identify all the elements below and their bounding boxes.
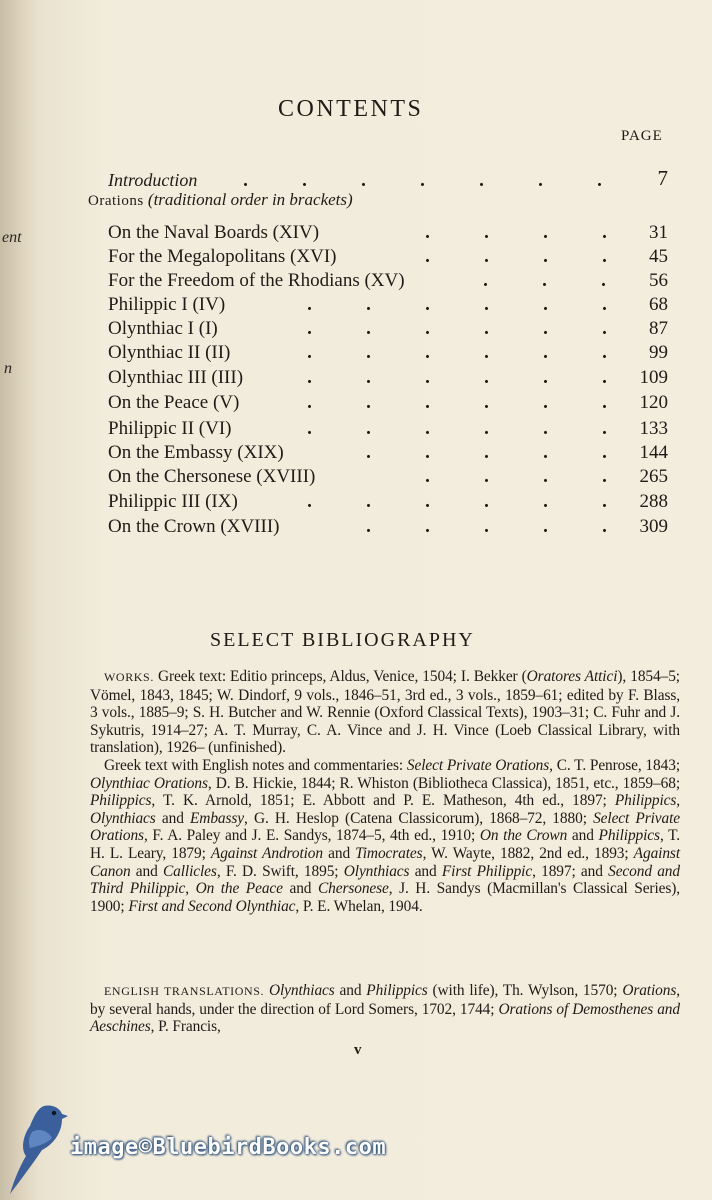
bibliography-translations	[90, 982, 680, 1036]
leader-dots: . . .	[483, 270, 606, 291]
toc-entry-title: On the Crown (XVIII)	[108, 516, 280, 537]
bibliography-paragraph: ENGLISH TRANSLATIONS. Olynthiacs and Philippics (with life), Th. Wylson, 1570; Orations, by several hands, under the direction of Lord Somers, 1702, 1744; Orations of Demosthenes and Aeschines, P. Francis,	[90, 982, 680, 1036]
leader-dots: . . . .	[425, 466, 607, 487]
toc-entry	[108, 392, 672, 417]
toc-entry	[108, 222, 672, 247]
bibliography-paragraph: WORKS. Greek text: Editio princeps, Aldus, Venice, 1504; I. Bekker (Oratores Attici), 1854–5; Vömel, 1843, 1845; W. Dindorf, 9 vols., 1846–51, 3rd ed., 3 vols., 1859–61; edited by F. Blass, 3 vols., 1885–9; S. H. Butcher and W. Rennie (Oxford Classical Texts), 1903–31; C. Fuhr and J. Sykutris, 1914–27; A. T. Murray, C. A. Vince and J. H. Vince (Loeb Classical Library, with translation), 1926– (unfinished).	[90, 668, 680, 757]
toc-entry	[108, 342, 672, 367]
toc-entry-title: Olynthiac I (I)	[108, 318, 218, 339]
toc-entry-page: 309	[639, 516, 668, 537]
leader-dots: . . . . . .	[307, 392, 607, 413]
toc-entry-page: 144	[639, 442, 668, 463]
bluebird-logo-icon	[4, 1098, 70, 1198]
toc-entry	[108, 294, 672, 319]
toc-entry-title: On the Chersonese (XVIII)	[108, 466, 316, 487]
page-number: v	[354, 1042, 362, 1058]
toc-entry-page: 56	[649, 270, 668, 291]
orations-heading	[88, 190, 353, 210]
leader-dots: . . . . .	[366, 442, 607, 463]
bibliography-works	[90, 668, 680, 915]
gutter-fragment: ent	[2, 229, 22, 246]
works-label: WORKS.	[104, 670, 154, 684]
book-page	[38, 0, 712, 1200]
book-gutter	[0, 0, 38, 1200]
toc-entry-title: Philippic III (IX)	[108, 491, 238, 512]
toc-entry-title: Philippic I (IV)	[108, 294, 226, 315]
toc-entry	[108, 246, 672, 271]
toc-entry-title: Olynthiac III (III)	[108, 367, 244, 388]
leader-dots: . . . . .	[366, 516, 607, 537]
toc-entry	[108, 491, 672, 516]
toc-entry-page: 87	[649, 318, 668, 339]
leader-dots: . . . . . .	[307, 367, 607, 388]
leader-dots: . . . . . .	[307, 491, 607, 512]
toc-entry-page: 68	[649, 294, 668, 315]
toc-entry-page: 45	[649, 246, 668, 267]
toc-entry	[108, 367, 672, 392]
toc-entry	[108, 418, 672, 443]
toc-entry	[108, 466, 672, 491]
toc-entry-title: On the Peace (V)	[108, 392, 240, 413]
toc-entry	[108, 442, 672, 467]
toc-entry-title: For the Freedom of the Rhodians (XV)	[108, 270, 405, 291]
toc-entry-page: 133	[639, 418, 668, 439]
orations-heading-note: (traditional order in brackets)	[147, 190, 353, 209]
watermark: image©BluebirdBooks.com	[70, 1135, 387, 1160]
toc-entry-page: 31	[649, 222, 668, 243]
leader-dots: . . . .	[425, 246, 607, 267]
orations-heading-label: Orations	[88, 193, 144, 209]
toc-entry-page: 99	[649, 342, 668, 363]
leader-dots: . . . . . . .	[243, 170, 602, 191]
page-column-label: PAGE	[621, 128, 663, 144]
bibliography-paragraph: Greek text with English notes and commentaries: Select Private Orations, C. T. Penrose, 1843; Olynthiac Orations, D. B. Hickie, 1844; R. Whiston (Bibliotheca Classica), 1851, etc., 1859–68; Philippics, T. K. Arnold, 1851; E. Abbott and P. E. Matheson, 4th ed., 1897; Philippics, Olynthiacs and Embassy, G. H. Heslop (Catena Classicorum), 1868–72, 1880; Select Private Orations, F. A. Paley and J. E. Sandys, 1874–5, 4th ed., 1910; On the Crown and Philippics, T. H. L. Leary, 1879; Against Androtion and Timocrates, W. Wayte, 1882, 2nd ed., 1893; Against Canon and Callicles, F. D. Swift, 1895; Olynthiacs and First Philippic, 1897; and Second and Third Philippic, On the Peace and Chersonese, J. H. Sandys (Macmillan's Classical Series), 1900; First and Second Olynthiac, P. E. Whelan, 1904.	[90, 756, 681, 915]
toc-entry	[108, 318, 672, 343]
toc-entry-page: 288	[639, 491, 668, 512]
bibliography-title: SELECT BIBLIOGRAPHY	[210, 629, 475, 651]
leader-dots: . . . . . .	[307, 318, 607, 339]
toc-entry-title: Philippic II (VI)	[108, 418, 232, 439]
toc-entry-title: On the Embassy (XIX)	[108, 442, 284, 463]
toc-entry-title: Olynthiac II (II)	[108, 342, 231, 363]
toc-entry	[108, 516, 672, 541]
toc-entry-page: 120	[639, 392, 668, 413]
toc-entry-title: Introduction	[108, 170, 198, 190]
toc-entry-page: 265	[639, 466, 668, 487]
toc-entry-title: On the Naval Boards (XIV)	[108, 222, 320, 243]
english-translations-label: ENGLISH TRANSLATIONS.	[104, 984, 265, 998]
toc-entry-page: 7	[657, 166, 668, 190]
gutter-fragment: n	[4, 360, 12, 377]
toc-entry-title: For the Megalopolitans (XVI)	[108, 246, 337, 267]
toc-entry-page: 109	[639, 367, 668, 388]
leader-dots: . . . . . .	[307, 342, 607, 363]
leader-dots: . . . .	[425, 222, 607, 243]
leader-dots: . . . . . .	[307, 418, 607, 439]
leader-dots: . . . . . .	[307, 294, 607, 315]
toc-entry	[108, 270, 672, 295]
contents-title: CONTENTS	[278, 96, 424, 122]
